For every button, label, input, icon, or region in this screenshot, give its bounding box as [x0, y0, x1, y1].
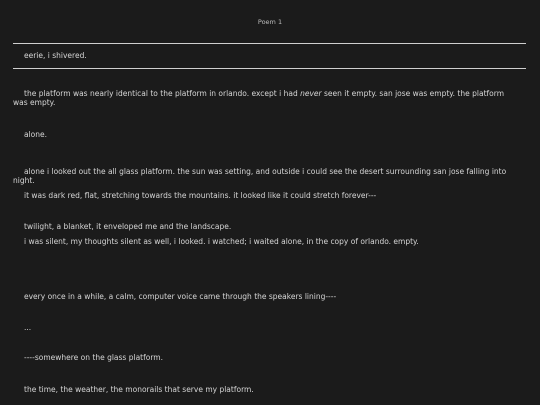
bottom-divider — [13, 68, 526, 69]
top-divider — [13, 43, 526, 44]
paragraph-2: alone. — [24, 130, 48, 139]
paragraph-10: the time, the weather, the monorails that serve my platform. — [24, 385, 254, 394]
poem-body — [13, 89, 518, 394]
paragraph-5: twilight, a blanket, it enveloped me and the landscape. — [24, 222, 232, 231]
paragraph-1-emphasis: never — [300, 89, 322, 98]
paragraph-1-after: seen it empty. san jose was empty. the platform was empty. — [13, 89, 504, 107]
paragraph-1 — [13, 89, 518, 107]
paragraph-7: every once in a while, a calm, computer voice came through the speakers lining---- — [24, 292, 337, 301]
page-title: Poem 1 — [257, 18, 283, 26]
paragraph-6: i was silent, my thoughts silent as well, i looked. i watched; i waited alone, in the copy of orlando. empty. — [24, 237, 419, 246]
paragraph-9: ----somewhere on the glass platform. — [24, 353, 163, 362]
epigraph: eerie, i shivered. — [24, 51, 87, 60]
paragraph-4: it was dark red, flat, stretching towards the mountains. it looked like it could stretch forever--- — [24, 191, 377, 200]
paragraph-8: ... — [24, 323, 32, 332]
paragraph-1-before: the platform was nearly identical to the platform in orlando. except i had — [24, 89, 301, 98]
paragraph-3: alone i looked out the all glass platform. the sun was setting, and outside i could see the desert surrounding san jose falling into night. — [13, 167, 507, 185]
